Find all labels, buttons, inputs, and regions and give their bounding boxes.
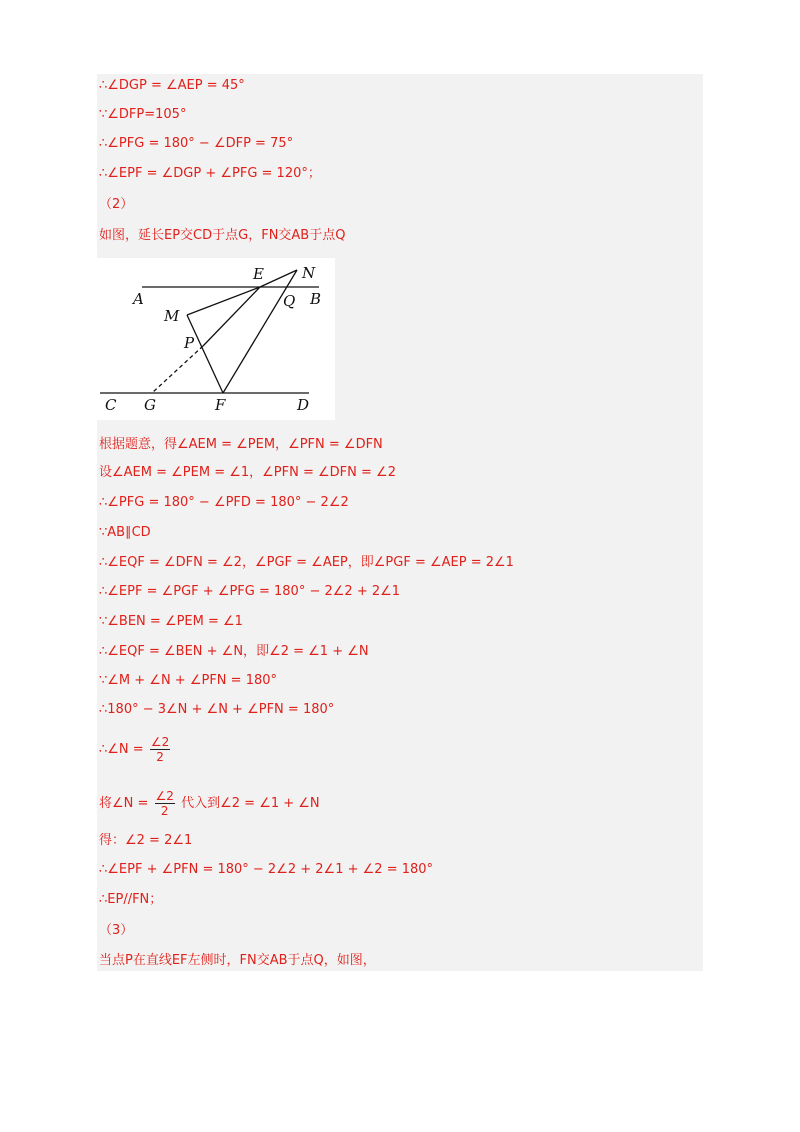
line-10 (99, 522, 151, 544)
label-G: G (144, 396, 156, 414)
line-4 (99, 163, 321, 185)
line-12 (99, 581, 400, 603)
line-14 (99, 641, 369, 663)
line-23 (99, 950, 376, 972)
geometry-figure (97, 258, 335, 420)
part-2-label: （2） (99, 197, 134, 212)
line-12-text: ∴∠EPF = ∠PGF + ∠PFG = 180° − 2∠2 + 2∠1 (99, 584, 401, 599)
line-6 (99, 225, 345, 247)
line-1-text: ∴∠DGP = ∠AEP = 45° (99, 78, 245, 93)
line-15-text: ∵∠M + ∠N + ∠PFN = 180° (99, 673, 278, 688)
line-9-text: ∴∠PFG = 180° − ∠PFD = 180° − 2∠2 (99, 495, 349, 510)
label-M: M (164, 307, 180, 325)
line-18-mid: 代入到 (181, 796, 221, 811)
label-C: C (105, 396, 117, 414)
part-2-heading (99, 194, 133, 216)
line-15 (99, 670, 277, 692)
line-13 (99, 611, 243, 633)
line-4-semicolon: ； (307, 166, 321, 181)
line-11-text-c: 即∠PGF = ∠AEP = 2∠1 (360, 555, 514, 570)
line-23-text: 当点P在直线EF左侧时，FN交AB于点Q，如图， (99, 953, 376, 968)
label-A: A (133, 290, 144, 308)
label-E: E (253, 265, 264, 283)
line-19-text: 得：∠2 = 2∠1 (99, 833, 193, 848)
line-2-text: ∵∠DFP=105° (99, 107, 187, 122)
fraction-denominator: 2 (156, 750, 164, 764)
line-16 (99, 699, 334, 721)
part-3-heading (99, 920, 133, 942)
line-14-text-a: ∴∠EQF = ∠BEN + ∠N， (99, 644, 257, 659)
line-8 (99, 462, 396, 484)
line-11 (99, 552, 514, 574)
label-B: B (310, 290, 322, 308)
line-17-prefix: ∴∠N = (99, 742, 144, 757)
part-3-label: （3） (99, 923, 134, 938)
line-9 (99, 492, 349, 514)
line-1 (99, 75, 245, 97)
line-7-text-b: ∠PFN = ∠DFN (288, 437, 383, 452)
line-8-text-b: ∠PFN = ∠DFN = ∠2 (262, 465, 396, 480)
fraction-numerator-2: ∠2 (155, 789, 174, 803)
fraction-n-line-17 (150, 735, 170, 764)
line-10-text: ∵AB∥CD (99, 525, 151, 540)
line-19 (99, 830, 192, 852)
line-21 (99, 889, 162, 911)
line-11-text-a: ∴∠EQF = ∠DFN = ∠2， (99, 555, 255, 570)
label-P: P (184, 334, 195, 352)
label-N: N (302, 264, 316, 282)
line-3-text: ∴∠PFG = 180° − ∠DFP = 75° (99, 136, 294, 151)
line-11-text-b: ∠PGF = ∠AEP， (254, 555, 361, 570)
line-16-text: ∴180° − 3∠N + ∠N + ∠PFN = 180° (99, 702, 335, 717)
fraction-denominator-2: 2 (160, 804, 169, 818)
line-18-prefix: 将∠N = (99, 796, 149, 811)
line-7 (99, 434, 383, 456)
line-8-text-a: 设∠AEM = ∠PEM = ∠1， (99, 465, 263, 480)
line-20-text: ∴∠EPF + ∠PFN = 180° − 2∠2 + 2∠1 + ∠2 = 180° (99, 862, 434, 877)
line-3 (99, 133, 293, 155)
line-18 (99, 788, 320, 820)
label-D: D (297, 396, 310, 414)
line-20 (99, 859, 433, 881)
line-13-text: ∵∠BEN = ∠PEM = ∠1 (99, 614, 243, 629)
fraction-n-line-18 (155, 789, 175, 818)
line-14-text-b: 即∠2 = ∠1 + ∠N (256, 644, 369, 659)
label-Q: Q (283, 292, 296, 310)
label-F: F (215, 396, 226, 414)
line-21-semicolon: ； (149, 892, 163, 907)
line-4-text: ∴∠EPF = ∠DGP + ∠PFG = 120° (99, 166, 308, 181)
line-18-suffix: ∠2 = ∠1 + ∠N (220, 796, 320, 811)
line-6-text: 如图，延长EP交CD于点G，FN交AB于点Q (99, 228, 346, 243)
line-17 (99, 734, 172, 766)
line-2 (99, 104, 186, 126)
line-21-text: ∴EP//FN (99, 892, 150, 907)
fraction-numerator: ∠2 (150, 735, 170, 749)
line-7-text-a: 根据题意，得∠AEM = ∠PEM， (99, 437, 289, 452)
